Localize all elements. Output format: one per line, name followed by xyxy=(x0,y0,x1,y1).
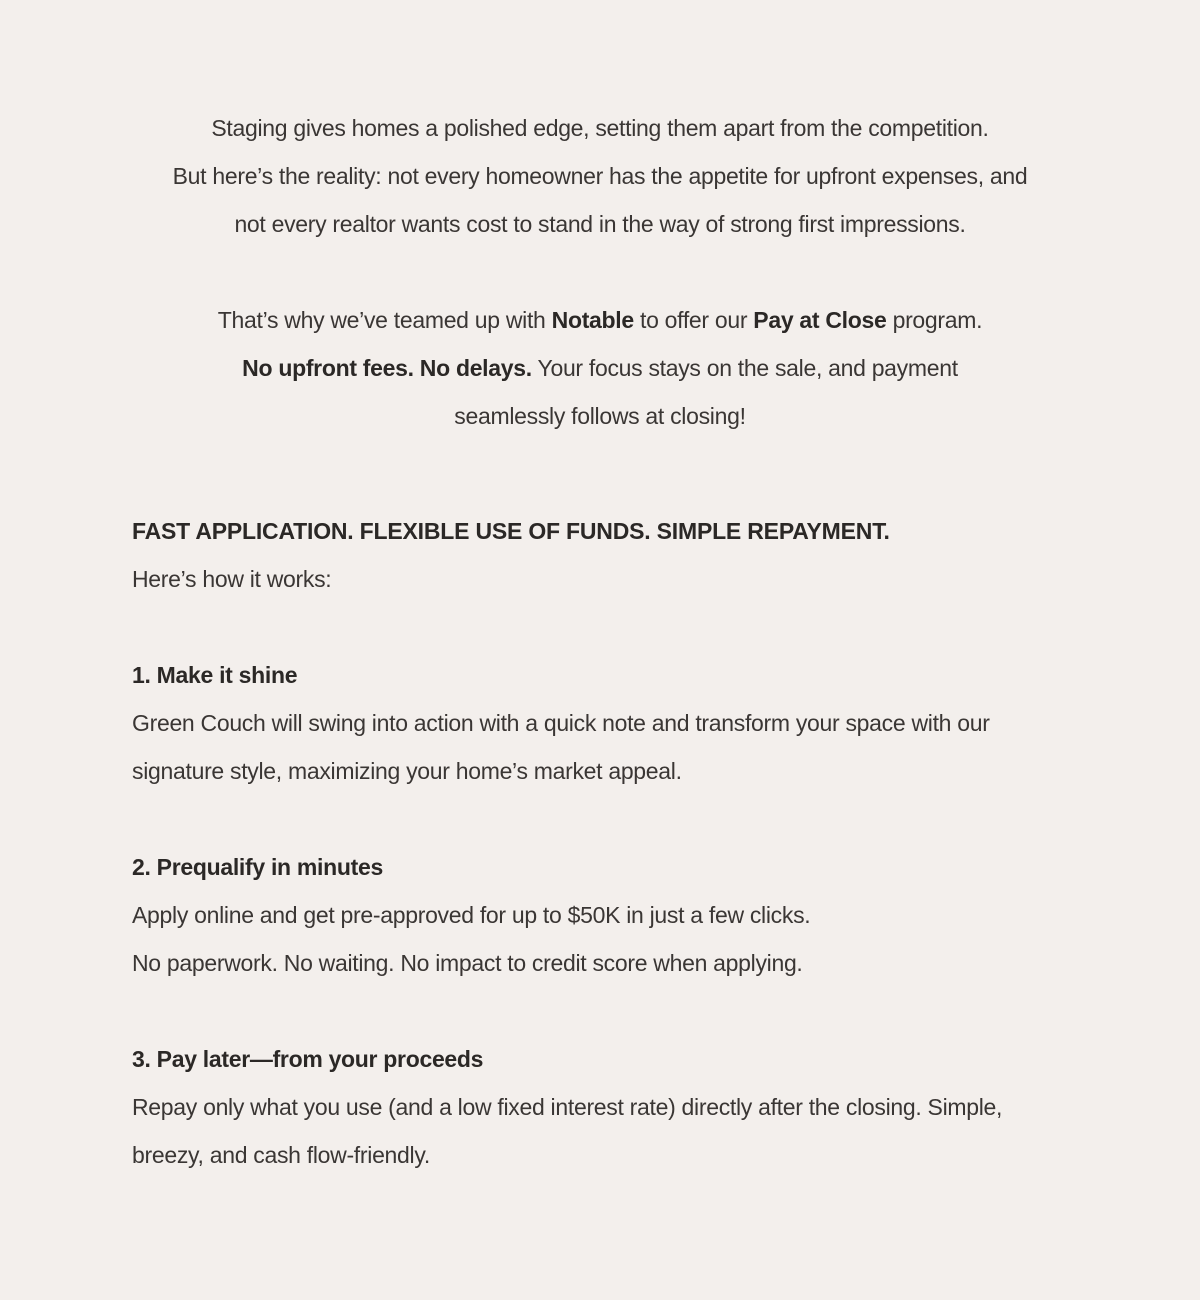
how-it-works-section xyxy=(132,507,1068,1179)
step-2-line-1: Apply online and get pre-approved for up to $50K in just a few clicks. xyxy=(132,902,811,928)
spacer xyxy=(132,987,1068,1035)
step-3-line-2: breezy, and cash flow-friendly. xyxy=(132,1142,430,1168)
step-1-line-2: signature style, maximizing your home’s market appeal. xyxy=(132,758,682,784)
section-subhead: Here’s how it works: xyxy=(132,566,332,592)
step-3 xyxy=(132,1035,1068,1179)
step-3-line-1: Repay only what you use (and a low fixed interest rate) directly after the closing. Simple, xyxy=(132,1094,1003,1120)
intro-line-1: Staging gives homes a polished edge, setting them apart from the competition. xyxy=(211,115,989,141)
intro-line-4 xyxy=(132,296,1068,344)
section-headline: FAST APPLICATION. FLEXIBLE USE OF FUNDS. SIMPLE REPAYMENT. xyxy=(132,518,890,544)
step-3-title: 3. Pay later—from your proceeds xyxy=(132,1046,484,1072)
step-2 xyxy=(132,843,1068,987)
step-2-line-2: No paperwork. No waiting. No impact to credit score when applying. xyxy=(132,950,803,976)
intro-line-5-rest: Your focus stays on the sale, and payment xyxy=(531,355,958,381)
step-1-line-1: Green Couch will swing into action with a quick note and transform your space with our xyxy=(132,710,990,736)
intro-line-3: not every realtor wants cost to stand in the way of strong first impressions. xyxy=(234,211,966,237)
no-fees-emphasis: No upfront fees. No delays. xyxy=(242,355,532,381)
intro-spacer xyxy=(132,248,1068,296)
step-1 xyxy=(132,651,1068,795)
partner-name: Notable xyxy=(551,307,634,333)
intro-line-4-middle: to offer our xyxy=(633,307,754,333)
spacer xyxy=(132,603,1068,651)
spacer xyxy=(132,795,1068,843)
intro-line-2: But here’s the reality: not every homeowner has the appetite for upfront expenses, and xyxy=(172,163,1028,189)
step-2-title: 2. Prequalify in minutes xyxy=(132,854,383,880)
step-1-title: 1. Make it shine xyxy=(132,662,298,688)
intro-line-6: seamlessly follows at closing! xyxy=(454,403,746,429)
intro-section xyxy=(132,104,1068,440)
intro-line-5 xyxy=(132,344,1068,392)
program-name: Pay at Close xyxy=(753,307,887,333)
intro-line-4-suffix: program. xyxy=(886,307,983,333)
intro-line-4-prefix: That’s why we’ve teamed up with xyxy=(217,307,552,333)
